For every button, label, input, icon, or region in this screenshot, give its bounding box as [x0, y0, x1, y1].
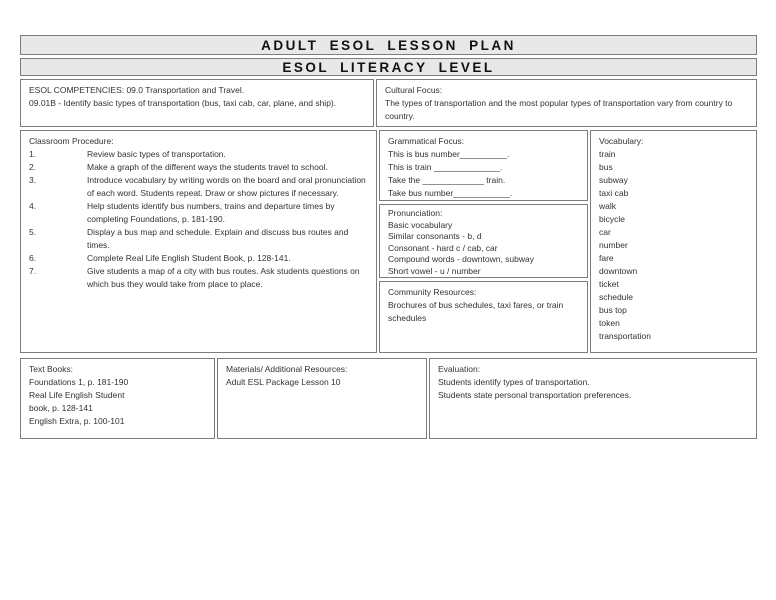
materials-line: Adult ESL Package Lesson 10: [226, 377, 341, 387]
procedure-item-text: Introduce vocabulary by writing words on the board and oral pronunciation of each word. Students repeat. Draw or show pictures if necessary.: [87, 175, 366, 198]
vocabulary-word: downtown: [599, 266, 638, 276]
procedure-item-number: 3.: [29, 175, 37, 185]
evaluation-cell: [429, 358, 757, 439]
pronunciation-label: Pronunciation:: [388, 208, 443, 218]
community-resources-label: Community Resources:: [388, 287, 477, 297]
esol-competencies-cell: [20, 79, 374, 127]
grammar-line: This is train ______________.: [388, 162, 503, 172]
classroom-procedure-label: Classroom Procedure:: [29, 136, 114, 146]
grammar-line: This is bus number__________.: [388, 149, 510, 159]
competencies-row: [20, 79, 757, 127]
vocabulary-word: transportation: [599, 331, 651, 341]
materials-cell: [217, 358, 427, 439]
procedure-item-text: Make a graph of the different ways the students travel to school.: [87, 162, 328, 172]
vocabulary-word: bus top: [599, 305, 627, 315]
resources-row: [20, 358, 757, 439]
procedure-item-text: Complete Real Life English Student Book, p. 128-141.: [87, 253, 291, 263]
text-books-line: book, p. 128-141: [29, 403, 93, 413]
vocabulary-word: ticket: [599, 279, 619, 289]
main-row: [20, 130, 757, 353]
vocabulary-word: subway: [599, 175, 628, 185]
evaluation-label: Evaluation:: [438, 364, 481, 374]
vocabulary-word: train: [599, 149, 616, 159]
vocabulary-word: car: [599, 227, 611, 237]
pronunciation-line: Similar consonants - b, d: [388, 231, 482, 241]
procedure-item-number: 4.: [29, 201, 37, 211]
procedure-item: [29, 148, 368, 161]
procedure-item-number: 2.: [29, 162, 37, 172]
vocabulary-label: Vocabulary:: [599, 136, 644, 146]
pronunciation-line: Short vowel - u / number: [388, 265, 481, 276]
procedure-item: [29, 200, 368, 226]
procedure-item-number: 1.: [29, 149, 37, 159]
vocabulary-word: fare: [599, 253, 614, 263]
procedure-item-text: Help students identify bus numbers, trains and departure times by completing Foundations, p. 181-190.: [87, 201, 335, 224]
evaluation-line: Students state personal transportation preferences.: [438, 390, 632, 400]
text-books-line: Real Life English Student: [29, 390, 125, 400]
pronunciation-line: Consonant - hard c / cab, car: [388, 242, 498, 253]
competencies-line-1: ESOL COMPETENCIES: 09.0 Transportation and Travel.: [29, 85, 245, 95]
evaluation-line: Students identify types of transportation.: [438, 377, 590, 387]
materials-label: Materials/ Additional Resources:: [226, 364, 348, 374]
procedure-item-number: 6.: [29, 253, 37, 263]
grammar-line: Take the _____________ train.: [388, 175, 506, 185]
pronunciation-line: Basic vocabulary: [388, 219, 453, 230]
vocabulary-word: number: [599, 240, 628, 250]
vocabulary-cell: [590, 130, 757, 353]
document-subtitle: ESOL LITERACY LEVEL: [20, 58, 757, 76]
text-books-cell: [20, 358, 215, 439]
cultural-focus-text: The types of transportation and the most popular types of transportation vary from country to country.: [385, 98, 733, 121]
community-resources-text: Brochures of bus schedules, taxi fares, or train schedules: [388, 300, 564, 323]
pronunciation-line: Compound words - downtown, subway: [388, 254, 534, 264]
procedure-item: [29, 174, 368, 200]
text-books-line: Foundations 1, p. 181-190: [29, 377, 129, 387]
vocabulary-word: schedule: [599, 292, 634, 302]
middle-column: [379, 130, 588, 353]
procedure-item: [29, 161, 368, 174]
community-resources-cell: [379, 281, 588, 353]
procedure-item: [29, 226, 368, 252]
vocabulary-word: bus: [599, 162, 613, 172]
grammatical-focus-cell: [379, 130, 588, 201]
text-books-label: Text Books:: [29, 364, 73, 374]
procedure-item-text: Display a bus map and schedule. Explain and discuss bus routes and times.: [87, 227, 349, 250]
grammatical-focus-label: Grammatical Focus:: [388, 136, 465, 146]
procedure-item: [29, 265, 368, 291]
pronunciation-cell: [379, 204, 588, 278]
grammar-line: Take bus number____________.: [388, 188, 513, 198]
procedure-item-text: Review basic types of transportation.: [87, 149, 226, 159]
lesson-plan-table: [20, 35, 757, 439]
procedure-item: [29, 252, 368, 265]
cultural-focus-cell: [376, 79, 757, 127]
vocabulary-word: taxi cab: [599, 188, 629, 198]
competencies-line-2: 09.01B - Identify basic types of transportation (bus, taxi cab, car, plane, and ship).: [29, 98, 337, 108]
text-books-line: English Extra, p. 100-101: [29, 416, 125, 426]
vocabulary-word: token: [599, 318, 620, 328]
document-title: ADULT ESOL LESSON PLAN: [20, 35, 757, 55]
vocabulary-word: walk: [599, 201, 617, 211]
procedure-item-number: 5.: [29, 227, 37, 237]
procedure-item-text: Give students a map of a city with bus routes. Ask students questions on which bus they would take from place to place.: [87, 266, 360, 289]
procedure-item-number: 7.: [29, 266, 37, 276]
vocabulary-word: bicycle: [599, 214, 625, 224]
cultural-focus-label: Cultural Focus:: [385, 85, 443, 95]
classroom-procedure-cell: [20, 130, 377, 353]
